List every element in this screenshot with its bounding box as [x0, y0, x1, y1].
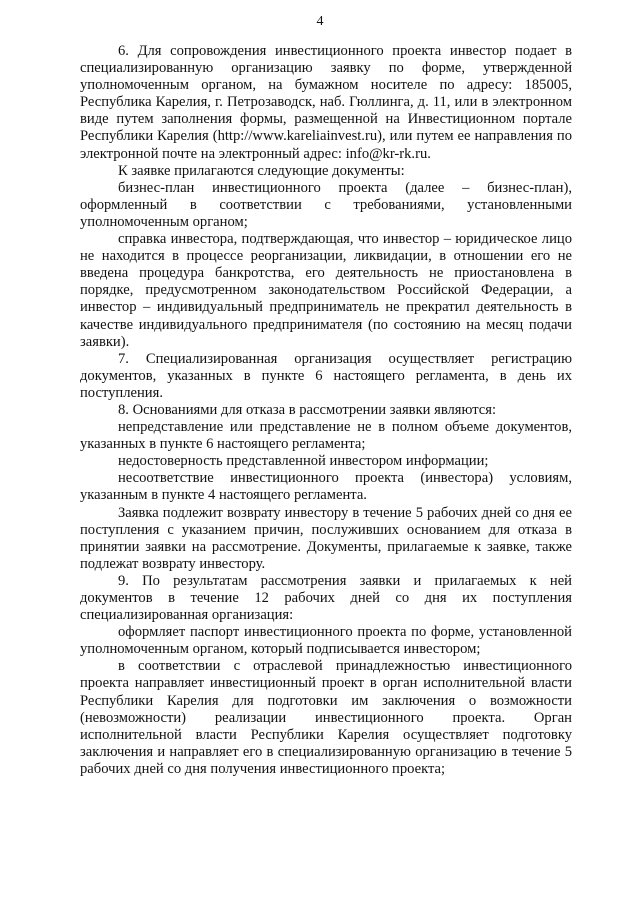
paragraph-item-8-refusal-grounds: 8. Основаниями для отказа в рассмотрении заявки являются:	[118, 401, 497, 418]
paragraph-item-6-application: 6. Для сопровождения инвестиционного проекта инвестор подает в специализированную организацию заявку по форме, утвержденной уполномоченным органом, на бумажном носителе по адресу: 185005, Республика Карелия, г. Петрозаводск, наб. Гюллинга, д. 11, или в электронном виде путем заполнения формы, размещенной на Инвестиционном портале Республики Карелия (http://www.kareliainvest.ru), или путем ее направления по электронной почте на электронный адрес: info@kr-rk.ru.	[80, 43, 572, 162]
paragraph-business-plan: бизнес-план инвестиционного проекта (далее – бизнес-план), оформленный в соответствии с требованиями, установленными уполномоченным органом;	[80, 179, 572, 230]
paragraph-refusal-incomplete-documents: непредставление или представление не в полном объеме документов, указанных в пункте 6 настоящего регламента;	[80, 419, 572, 453]
paragraph-item-9-review-results: 9. По результатам рассмотрения заявки и прилагаемых к ней документов в течение 12 рабочих дней со дня их поступления специализированная организация:	[80, 572, 572, 624]
paragraph-project-passport: оформляет паспорт инвестиционного проекта по форме, установленной уполномоченным органом, который подписывается инвестором;	[80, 624, 572, 658]
paragraph-refusal-nonconformity: несоответствие инвестиционного проекта (инвестора) условиям, указанным в пункте 4 настоящего регламента.	[80, 470, 572, 504]
paragraph-executive-authority-conclusion: в соответствии с отраслевой принадлежностью инвестиционного проекта направляет инвестиционный проект в орган исполнительной власти Республики Карелия для подготовки им заключения о возможности (невозможности) реализации инвестиционного проекта. Орган исполнительной власти Республики Карелия осуществляет подготовку заключения и направляет его в специализированную организацию в течение 5 рабочих дней со дня получения инвестиционного проекта;	[80, 658, 572, 777]
document-body	[80, 43, 572, 778]
page-number: 4	[316, 14, 324, 29]
paragraph-application-return: Заявка подлежит возврату инвестору в течение 5 рабочих дней со дня ее поступления с указанием причин, послуживших основанием для отказа в принятии заявки на рассмотрение. Документы, прилагаемые к заявке, также подлежат возврату инвестору.	[80, 504, 572, 572]
paragraph-refusal-unreliable-information: недостоверность представленной инвестором информации;	[118, 453, 489, 470]
paragraph-investor-certificate: справка инвестора, подтверждающая, что инвестор – юридическое лицо не находится в процессе реорганизации, ликвидации, в отношении его не введена процедура банкротства, его деятельность не приостановлена в порядке, предусмотренном законодательством Российской Федерации, а инвестор – индивидуальный предприниматель не прекратил деятельность в качестве индивидуального предпринимателя (по состоянию на месяц подачи заявки).	[80, 231, 572, 350]
paragraph-attached-documents-intro: К заявке прилагаются следующие документы:	[118, 162, 405, 179]
paragraph-item-7-registration: 7. Специализированная организация осуществляет регистрацию документов, указанных в пункте 6 настоящего регламента, в день их поступления.	[80, 350, 572, 401]
